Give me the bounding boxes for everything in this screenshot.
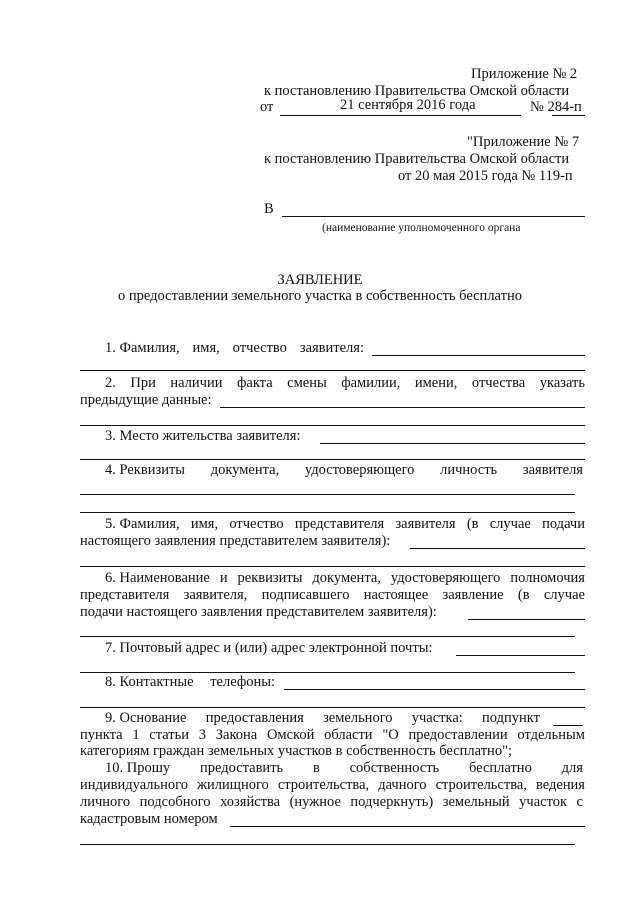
item-9-subpoint-line[interactable] [553, 725, 583, 726]
word: 4. Реквизиты [105, 462, 186, 478]
word: земельного [323, 710, 393, 726]
resolution-reference-2: к постановлению Правительства Омской области [264, 151, 570, 167]
word: личного [80, 794, 131, 810]
item-2-label-line1 [105, 375, 585, 392]
resolution-date: 21 сентября 2016 года [340, 97, 476, 113]
item-8-label [105, 674, 275, 691]
item-7-field-line[interactable] [456, 655, 585, 656]
item-1-field-line-2[interactable] [80, 370, 585, 371]
word: удостоверяющего [390, 570, 501, 586]
word: подсобного [139, 794, 211, 810]
word: предоставлении [408, 727, 508, 743]
word: документа, [210, 462, 280, 478]
word: указать [539, 375, 585, 391]
word: (нужное [289, 794, 341, 810]
cadastral-number-field-line-2[interactable] [80, 844, 575, 845]
item-10-label-line2 [80, 777, 585, 794]
word: пункта [80, 727, 123, 743]
item-6-label-line1 [105, 570, 585, 587]
word: заявителя, [183, 587, 248, 603]
item-2-field-line-2[interactable] [80, 425, 585, 426]
word: фамилии, [341, 375, 401, 391]
word: отчества [471, 375, 526, 391]
item-9-label-line1 [105, 710, 540, 727]
word: факта [237, 375, 273, 391]
word: (в [517, 587, 530, 603]
word: смены [287, 375, 327, 391]
item-3-label: 3. Место жительства заявителя: [105, 428, 301, 444]
number-underline [552, 115, 585, 116]
item-10-label-line4: кадастровым номером [80, 811, 218, 827]
appendix-number: Приложение № 2 [471, 66, 578, 82]
word: имя, [192, 340, 220, 356]
word: в [312, 760, 320, 776]
word: жилищного [197, 777, 269, 793]
word: с [576, 794, 583, 810]
word: и [219, 570, 228, 586]
word: подчеркнуть) [350, 794, 434, 810]
item-6-field-line[interactable] [468, 619, 585, 620]
resolution-number: № 284-п [530, 99, 582, 115]
word: документа, [312, 570, 381, 586]
word: ведения [535, 777, 585, 793]
item-2-label-line2: предыдущие данные: [80, 392, 212, 408]
item-6-field-line-2[interactable] [80, 636, 575, 637]
word: подпункт [482, 710, 540, 726]
word: земельный [442, 794, 510, 810]
word: 3 [198, 727, 207, 743]
word: участок [519, 794, 568, 810]
word: 1. Фамилия, [105, 340, 180, 356]
item-10-label-line1 [105, 760, 583, 777]
word: полномочия [510, 570, 585, 586]
word: предоставления [205, 710, 304, 726]
word: заявление [442, 587, 504, 603]
word: собственность [349, 760, 440, 776]
word: телефоны: [210, 674, 275, 690]
item-3-field-line-2[interactable] [80, 459, 585, 460]
item-4-field-line[interactable] [80, 494, 575, 495]
word: Омской [266, 727, 315, 743]
word: случае [543, 587, 585, 603]
word: 8. Контактные [105, 674, 194, 690]
document-subtitle: о предоставлении земельного участка в собственность бесплатно [118, 288, 522, 304]
word: При [130, 375, 156, 391]
word: 1 [132, 727, 140, 743]
item-7-field-line-2[interactable] [80, 672, 575, 673]
from-label: от [260, 99, 274, 115]
word: удостоверяющего [304, 462, 415, 478]
word: настоящее [363, 587, 429, 603]
word: реквизиты [237, 570, 303, 586]
word: 10. Прошу [105, 760, 171, 776]
item-5-field-line[interactable] [410, 548, 585, 549]
word: представителя [80, 587, 170, 603]
date-underline [280, 115, 521, 116]
cadastral-number-field-line[interactable] [230, 826, 585, 827]
word: подписавшего [261, 587, 350, 603]
item-4-field-line-2[interactable] [80, 512, 575, 513]
word: бесплатно [469, 760, 532, 776]
word: предоставить [199, 760, 284, 776]
item-9-label-line3: категориям граждан земельных участков в собственность бесплатно"; [80, 743, 513, 759]
word: "О [382, 727, 399, 743]
item-1-field-line[interactable] [372, 355, 585, 356]
word: участка: [411, 710, 463, 726]
item-6-label-line3: подачи настоящего заявления представителем заявителя): [80, 604, 437, 620]
original-resolution-date: от 20 мая 2015 года № 119-п [398, 168, 573, 184]
item-5-label-line2: настоящего заявления представителем заявителя): [80, 533, 391, 549]
word: 6. Наименование [105, 570, 210, 586]
word: имя, [190, 516, 219, 532]
word: подачи [542, 516, 585, 532]
word: индивидуального [80, 777, 188, 793]
word: отдельным [517, 727, 585, 743]
item-7-label: 7. Почтовый адрес и (или) адрес электронной почты: [105, 640, 433, 656]
word: области [324, 727, 373, 743]
word: случае [489, 516, 531, 532]
item-5-label-line1 [105, 516, 585, 533]
item-4-label [105, 462, 583, 479]
word: хозяйства [220, 794, 281, 810]
word: строительства, [435, 777, 527, 793]
resolution-reference: к постановлению Правительства Омской области [264, 83, 570, 99]
appendix7-number: "Приложение № 7 [467, 134, 580, 150]
word: наличии [170, 375, 223, 391]
document-title: ЗАЯВЛЕНИЕ [277, 272, 363, 288]
recipient-prefix: В [264, 201, 274, 217]
word: имени, [414, 375, 458, 391]
word: для [561, 760, 583, 776]
word: заявителя [395, 516, 456, 532]
word: 5. Фамилия, [105, 516, 180, 532]
word: (в [466, 516, 479, 532]
item-8-field-line-2[interactable] [80, 707, 585, 708]
word: заявителя: [299, 340, 364, 356]
item-9-label-line2 [80, 727, 585, 744]
item-6-label-line2 [80, 587, 585, 604]
word: дачного [378, 777, 427, 793]
word: представителя [294, 516, 385, 532]
word: статьи [149, 727, 190, 743]
item-1-label [105, 340, 364, 357]
word: личность [440, 462, 498, 478]
recipient-caption: (наименование уполномоченного органа [322, 222, 521, 234]
item-2-field-line[interactable] [220, 407, 585, 408]
word: отчество [232, 340, 287, 356]
item-10-label-line3 [80, 794, 583, 811]
word: 2. [105, 375, 116, 391]
item-5-field-line-2[interactable] [80, 566, 585, 567]
word: отчество [229, 516, 284, 532]
word: строительства, [277, 777, 370, 793]
item-8-field-line[interactable] [284, 689, 585, 690]
recipient-field-line[interactable] [282, 216, 585, 217]
item-3-field-line[interactable] [320, 443, 585, 444]
word: 9. Основание [105, 710, 187, 726]
word: Закона [215, 727, 258, 743]
word: заявителя [522, 462, 583, 478]
